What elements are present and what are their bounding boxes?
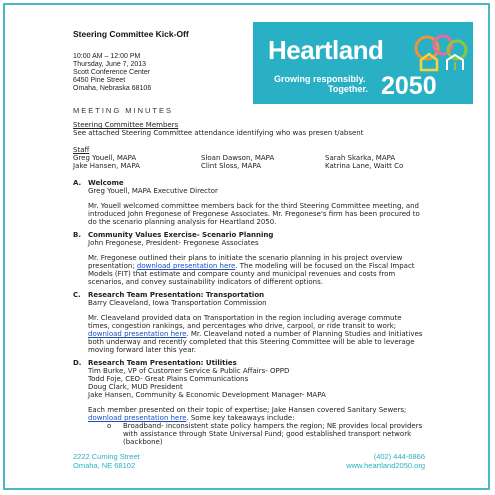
footer-address <box>73 452 140 470</box>
footer-contact <box>346 452 425 470</box>
section-paragraph <box>88 254 423 286</box>
paragraph-text: Mr. Fregonese outlined their plans to initiate the scenario planning in his project overview presentation; <box>88 254 403 270</box>
section-letter: A. <box>73 179 82 187</box>
logo-year: 2050 <box>381 72 437 100</box>
section-heading: Community Values Exercise- Scenario Planning <box>88 231 274 239</box>
list-item <box>107 422 423 446</box>
staff-name: Sloan Dawson, MAPA <box>201 154 275 162</box>
section-presenter: Barry Cleaveland, Iowa Transportation Commission <box>88 299 267 307</box>
meeting-location: Scott Conference Center <box>73 69 151 76</box>
footer-street: 2222 Cuming Street <box>73 452 140 461</box>
meeting-details <box>73 53 151 93</box>
section-paragraph <box>88 314 423 354</box>
section-paragraph <box>88 406 423 422</box>
staff-heading: Staff <box>73 146 90 154</box>
section-presenter: John Fregonese, President- Fregonese Associates <box>88 239 259 247</box>
download-presentation-link[interactable]: download presentation here <box>136 262 236 270</box>
staff-name: Jake Hansen, MAPA <box>73 162 140 170</box>
section-heading: Research Team Presentation: Transportation <box>88 291 265 299</box>
section-heading: Research Team Presentation: Utilities <box>88 359 237 367</box>
heartland-2050-logo <box>253 22 473 104</box>
paragraph-text: Each member presented on their topic of expertise; Jake Hansen covered Sanitary Sewers; <box>88 406 407 414</box>
section-presenter: Todd Foje, CEO- Great Plains Communications <box>88 375 249 383</box>
section-letter: C. <box>73 291 81 299</box>
staff-name: Katrina Lane, Waitt Co <box>325 162 404 170</box>
staff-row <box>73 154 423 162</box>
logo-tagline-2: Together. <box>328 84 368 94</box>
meeting-date: Thursday, June 7, 2013 <box>73 61 147 68</box>
page-title: Steering Committee Kick-Off <box>73 29 189 39</box>
section-heading: Welcome <box>88 179 124 187</box>
section-paragraph: Mr. Youell welcomed committee members back for the third Steering Committee meeting, and introduced John Fregonese of Fregonese Associates. Mr. Fregonese's firm has been procured to do the scenario planning analysis for Heartland 2050. <box>88 202 420 226</box>
meeting-minutes-label: MEETING MINUTES <box>73 106 174 115</box>
section-presenter: Jake Hansen, Community & Economic Development Manager- MAPA <box>88 391 326 399</box>
section-community-values <box>73 231 423 286</box>
logo-wordmark: Heartland <box>268 35 384 65</box>
footer-website-link[interactable]: www.heartland2050.org <box>346 461 425 470</box>
section-presenter: Doug Clark, MUD President <box>88 383 183 391</box>
section-presenter: Tim Burke, VP of Customer Service & Public Affairs- OPPD <box>88 367 290 375</box>
members-note: See attached Steering Committee attendance identifying who was presen t/absent <box>73 129 364 137</box>
paragraph-text: . Mr. Cleaveland noted a number of Planning Studies and Initiatives both underway and recently completed that this Steering Committee will be able to leverage moving forward later this year. <box>88 330 423 354</box>
download-presentation-link[interactable]: download presentation here <box>88 414 187 422</box>
meeting-city: Omaha, Nebraska 68106 <box>73 85 152 92</box>
staff-name: Clint Sloss, MAPA <box>201 162 261 170</box>
section-letter: B. <box>73 231 81 239</box>
minutes-body <box>73 121 423 446</box>
staff-name: Sarah Skarka, MAPA <box>325 154 396 162</box>
footer-city: Omaha, NE 68102 <box>73 461 136 470</box>
meeting-street: 6450 Pine Street <box>73 77 126 84</box>
meeting-time: 10:00 AM – 12:00 PM <box>73 53 141 60</box>
bullet-text: Broadband- inconsistent state policy hampers the region; NE provides local providers with assistance through State Universal Fund; good established transport network (backbone) <box>123 422 423 446</box>
staff-name: Greg Youell, MAPA <box>73 154 137 162</box>
paragraph-text: Mr. Cleaveland provided data on Transportation in the region including average commute times, congestion rankings, and percentages who drive, carpool, or ride transit to work; <box>88 314 402 330</box>
bullet-marker: o <box>107 422 112 430</box>
paragraph-text: . Some key takeaways include: <box>186 414 295 422</box>
staff-row <box>73 162 423 170</box>
section-transportation <box>73 291 423 354</box>
footer-phone: (402) 444-6866 <box>373 452 425 461</box>
section-welcome <box>73 179 423 226</box>
section-utilities <box>73 359 423 446</box>
section-presenter: Greg Youell, MAPA Executive Director <box>88 187 218 195</box>
logo-house-tree-icon <box>413 34 468 74</box>
logo-tagline-1: Growing responsibly. <box>274 74 366 84</box>
section-letter: D. <box>73 359 82 367</box>
members-heading: Steering Committee Members <box>73 121 179 129</box>
paragraph-text: . The modeling will be focused on the Fiscal Impact Models (FIT) that estimate and compare county and municipal revenues and costs from scenarios, and convey sustainability indicators of different options. <box>88 262 415 286</box>
download-presentation-link[interactable]: download presentation here <box>88 330 187 338</box>
